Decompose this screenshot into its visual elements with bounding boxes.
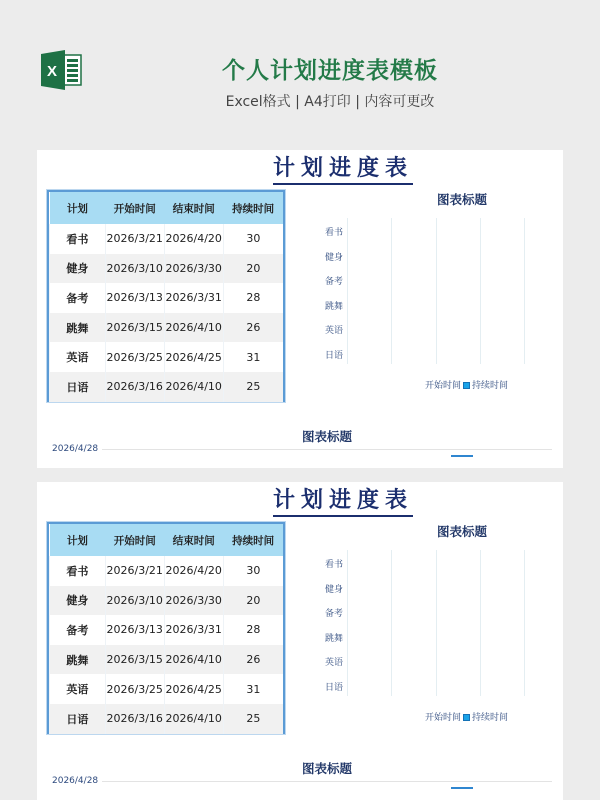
table-cell: 31 xyxy=(223,674,283,704)
y-axis-label: 看书 xyxy=(324,228,343,238)
gridline xyxy=(480,550,481,696)
column-header: 结束时间 xyxy=(164,524,223,556)
gantt-chart-title: 图表标题 xyxy=(436,192,487,207)
y-axis-label: 备考 xyxy=(324,277,343,287)
table-cell: 2026/3/16 xyxy=(105,704,164,734)
gridline xyxy=(480,218,481,364)
chart-y-axis xyxy=(307,558,343,705)
table-cell: 30 xyxy=(223,556,283,586)
table-cell: 2026/4/10 xyxy=(164,372,223,402)
table-row xyxy=(50,556,284,586)
table-cell: 看书 xyxy=(50,556,106,586)
y-axis-label: 跳舞 xyxy=(324,301,343,312)
table-cell: 2026/3/13 xyxy=(105,283,164,313)
timeline-marker xyxy=(451,455,473,457)
table-cell: 2026/4/10 xyxy=(164,704,223,734)
table-cell: 2026/4/25 xyxy=(164,342,223,372)
table-cell: 2026/3/25 xyxy=(105,674,164,704)
table-cell: 跳舞 xyxy=(50,645,106,675)
timeline-axis xyxy=(102,449,552,450)
table-cell: 2026/3/30 xyxy=(164,254,223,284)
sheet-preview-2 xyxy=(37,482,563,800)
table-cell: 英语 xyxy=(50,342,106,372)
legend-item-start: 开始时间 xyxy=(425,381,462,391)
table-row xyxy=(50,254,284,284)
table-cell: 英语 xyxy=(50,674,106,704)
y-axis-label: 跳舞 xyxy=(324,633,343,644)
table-cell: 25 xyxy=(223,704,283,734)
table-cell: 28 xyxy=(223,615,283,645)
table-row xyxy=(50,674,284,704)
y-axis-label: 日语 xyxy=(324,350,343,361)
timeline-date-label: 2026/4/28 xyxy=(52,444,99,454)
legend-item-start: 开始时间 xyxy=(425,713,462,723)
table-cell: 26 xyxy=(223,313,283,343)
table-cell: 31 xyxy=(223,342,283,372)
column-header: 计划 xyxy=(50,192,106,224)
table-cell: 日语 xyxy=(50,704,106,734)
plan-table xyxy=(47,190,285,402)
gridline xyxy=(524,218,525,364)
gridline xyxy=(391,218,392,364)
table-cell: 2026/4/10 xyxy=(164,645,223,675)
table-cell: 2026/3/15 xyxy=(105,313,164,343)
column-header: 持续时间 xyxy=(223,524,283,556)
gantt-chart xyxy=(307,550,557,696)
table-cell: 2026/3/15 xyxy=(105,645,164,675)
column-header: 计划 xyxy=(50,524,106,556)
table-cell: 2026/4/10 xyxy=(164,313,223,343)
gantt-chart-title: 图表标题 xyxy=(436,524,487,539)
sheet-preview-1 xyxy=(37,150,563,468)
table-cell: 26 xyxy=(223,645,283,675)
table-row xyxy=(50,224,284,254)
table-cell: 2026/4/25 xyxy=(164,674,223,704)
table-cell: 健身 xyxy=(50,254,106,284)
table-cell: 25 xyxy=(223,372,283,402)
table-cell: 2026/3/10 xyxy=(105,586,164,616)
column-header: 开始时间 xyxy=(105,192,164,224)
table-cell: 跳舞 xyxy=(50,313,106,343)
y-axis-label: 英语 xyxy=(324,326,343,336)
table-cell: 20 xyxy=(223,586,283,616)
y-axis-label: 日语 xyxy=(324,682,343,693)
table-cell: 2026/3/30 xyxy=(164,586,223,616)
legend-item-duration: 持续时间 xyxy=(472,713,509,723)
table-cell: 30 xyxy=(223,224,283,254)
table-row xyxy=(50,342,284,372)
column-header: 持续时间 xyxy=(223,192,283,224)
table-cell: 2026/3/13 xyxy=(105,615,164,645)
gantt-chart xyxy=(307,218,557,364)
y-axis-label: 看书 xyxy=(324,560,343,570)
table-row xyxy=(50,313,284,343)
gridline xyxy=(347,218,348,364)
table-cell: 2026/3/25 xyxy=(105,342,164,372)
table-cell: 20 xyxy=(223,254,283,284)
sheet-title: 计划进度表 xyxy=(273,488,413,517)
table-cell: 2026/3/21 xyxy=(105,224,164,254)
chart-legend xyxy=(425,710,508,723)
timeline-date-label: 2026/4/28 xyxy=(52,776,99,786)
table-row xyxy=(50,372,284,402)
timeline-axis xyxy=(102,781,552,782)
column-header: 结束时间 xyxy=(164,192,223,224)
table-cell: 2026/3/16 xyxy=(105,372,164,402)
gridline xyxy=(436,550,437,696)
y-axis-label: 英语 xyxy=(324,658,343,668)
gridline xyxy=(347,550,348,696)
gridline xyxy=(524,550,525,696)
gridline xyxy=(436,218,437,364)
y-axis-label: 健身 xyxy=(324,252,343,263)
legend-item-duration: 持续时间 xyxy=(472,381,509,391)
table-cell: 2026/3/10 xyxy=(105,254,164,284)
legend-swatch-icon xyxy=(463,382,470,389)
table-cell: 看书 xyxy=(50,224,106,254)
table-cell: 2026/3/31 xyxy=(164,283,223,313)
plan-table xyxy=(47,522,285,734)
table-row xyxy=(50,704,284,734)
page-subtitle: Excel格式 | A4打印 | 内容可更改 xyxy=(225,94,435,110)
timeline-marker xyxy=(451,787,473,789)
svg-text:X: X xyxy=(47,63,58,80)
table-cell: 2026/4/20 xyxy=(164,556,223,586)
table-cell: 2026/3/21 xyxy=(105,556,164,586)
page-header xyxy=(0,0,600,150)
timeline-chart-title: 图表标题 xyxy=(301,429,352,444)
chart-legend xyxy=(425,378,508,391)
table-header-row xyxy=(50,192,284,224)
table-row xyxy=(50,615,284,645)
column-header: 开始时间 xyxy=(105,524,164,556)
table-cell: 备考 xyxy=(50,283,106,313)
gridline xyxy=(391,550,392,696)
table-row xyxy=(50,586,284,616)
table-row xyxy=(50,283,284,313)
y-axis-label: 备考 xyxy=(324,609,343,619)
table-cell: 健身 xyxy=(50,586,106,616)
table-cell: 2026/4/20 xyxy=(164,224,223,254)
table-cell: 2026/3/31 xyxy=(164,615,223,645)
table-cell: 备考 xyxy=(50,615,106,645)
timeline-chart-title: 图表标题 xyxy=(301,761,352,776)
chart-y-axis xyxy=(307,226,343,373)
page-title: 个人计划进度表模板 xyxy=(222,58,438,84)
sheet-title: 计划进度表 xyxy=(273,156,413,185)
legend-swatch-icon xyxy=(463,714,470,721)
table-cell: 28 xyxy=(223,283,283,313)
y-axis-label: 健身 xyxy=(324,584,343,595)
table-cell: 日语 xyxy=(50,372,106,402)
table-row xyxy=(50,645,284,675)
table-header-row xyxy=(50,524,284,556)
excel-icon xyxy=(39,50,83,90)
